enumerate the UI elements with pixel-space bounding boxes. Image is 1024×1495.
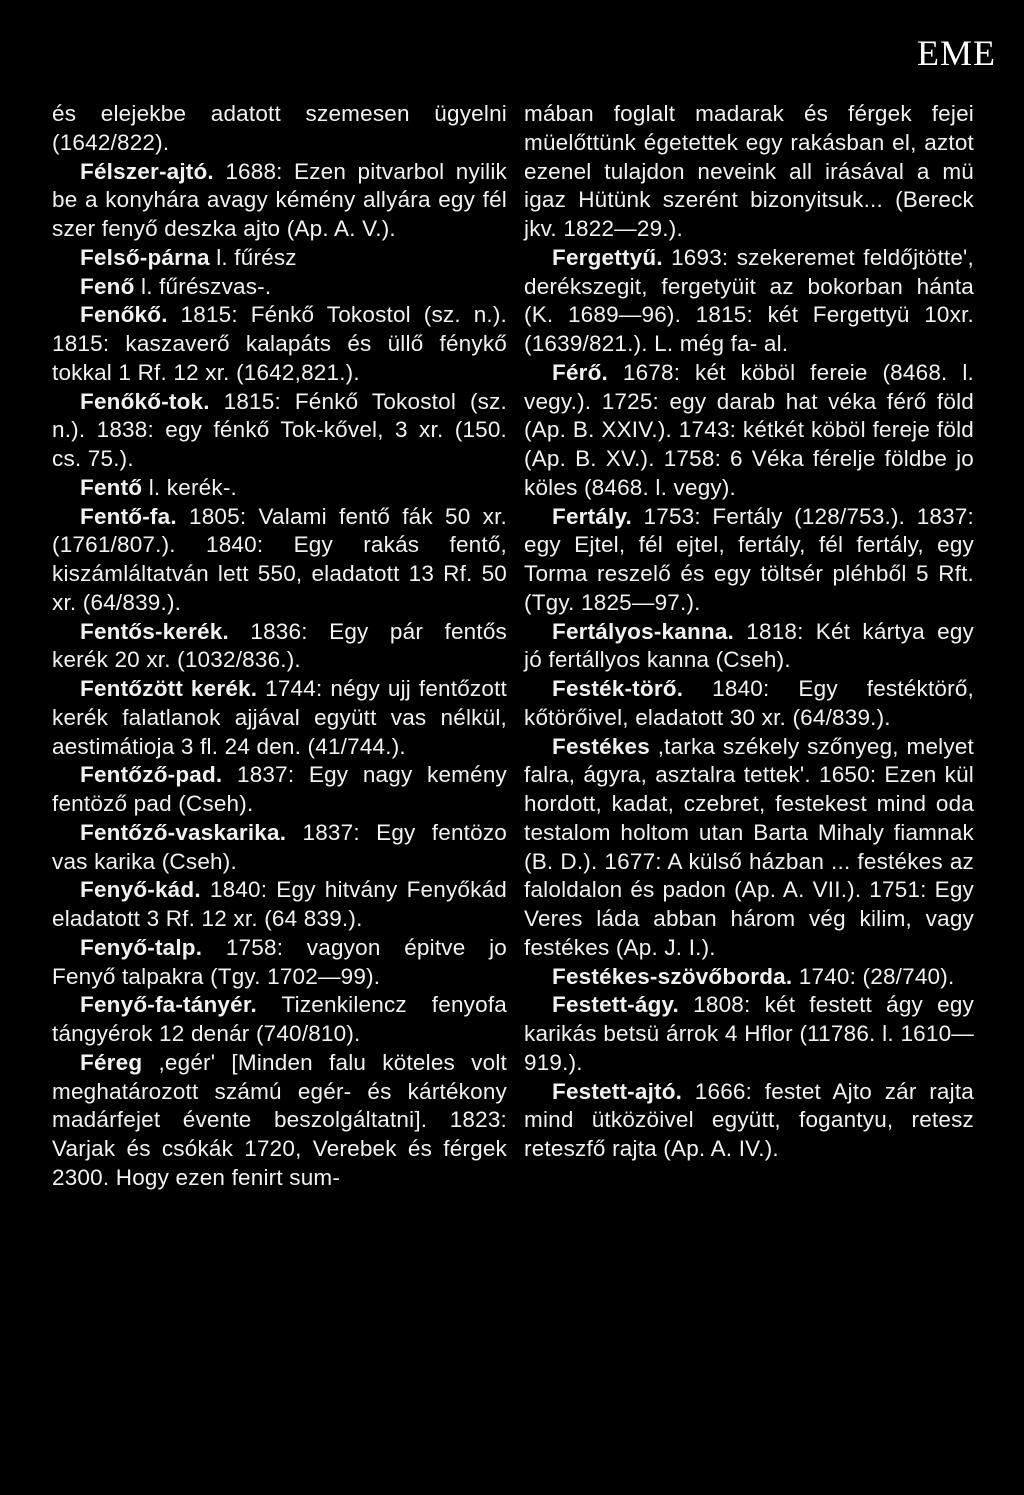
dictionary-entry bbox=[524, 244, 974, 359]
entry-text: 1837: Egy fentözo vas karika (Cseh). bbox=[52, 819, 507, 874]
entry-text: 1666: festet Ajto zár rajta mind ütközöivel együtt, fogantyu, retesz reteszfő rajta (Ap. A. IV.). bbox=[524, 1078, 975, 1161]
publisher-logo: EME bbox=[917, 33, 996, 73]
entry-text: 1753: Fertály (128/753.). 1837: egy Ejtel, fél ejtel, fertály, fél fertály, egy Torma reszelő és egy töltsér pléhből 5 Rft. (Tgy. 1825—97.). bbox=[524, 503, 974, 615]
entry-text: 1693: szekeremet feldőjtötte', derékszegit, fergetyüit az bokorban hánta (K. 1689—96). 1815: két Fergettyü 10xr. (1639/821.). L. még fa- al. bbox=[524, 244, 975, 356]
dictionary-entry bbox=[52, 761, 507, 819]
entry-headword: Festék-törő. bbox=[552, 676, 684, 701]
dictionary-entry bbox=[52, 244, 507, 273]
entry-text: Tizenkilencz fenyofa tángyérok 12 denár (740/810). bbox=[52, 992, 507, 1046]
dictionary-entry bbox=[52, 618, 507, 676]
dictionary-entry bbox=[524, 503, 974, 618]
entry-text: 1744: négy ujj fentőzott kerék falatlanok ajjával együtt vas nélkül, aestimátioja 3 fl. 24 den. (41/744.). bbox=[52, 676, 507, 759]
entry-text: és elejekbe adatott szemesen ügyelni (1642/822). bbox=[52, 101, 507, 155]
entry-headword: Fertály. bbox=[552, 503, 632, 529]
entry-text: 1808: két festett ágy egy karikás betsü árrok 4 Hflor (11786. l. 1610—919.). bbox=[524, 992, 974, 1075]
entry-text: ,egér' [Minden falu köteles volt meghatározott számú egér- és kártékony madárfejet évente beszolgáltatni]. 1823: Varjak és csókák 1720, Verebek és férgek 2300. Hogy ezen fenirt sum- bbox=[52, 1049, 507, 1190]
entry-headword: Fenő bbox=[80, 273, 135, 299]
entry-text: 1688: Ezen pitvarbol nyilik be a konyhára avagy kémény allyára egy fél szer fenyő deszka ajto (Ap. A. V.). bbox=[52, 158, 507, 241]
entry-headword: Fentős-kerék. bbox=[80, 618, 229, 644]
right-column bbox=[524, 100, 974, 1164]
entry-headword: Fenyő-kád. bbox=[80, 877, 201, 903]
entry-text: 1678: két köböl fereie (8468. l. vegy.). 1725: egy darab hat véka férő föld (Ap. B. XXIV.). 1743: kétkét köböl fereje föld (Ap. B. XV.). 1758: 6 Véka férelje földbe jo köles (8468. l. vegy). bbox=[524, 359, 974, 500]
dictionary-entry bbox=[524, 963, 974, 992]
dictionary-entry bbox=[524, 1078, 974, 1164]
dictionary-entry bbox=[52, 819, 507, 877]
entry-headword: Félszer-ajtó. bbox=[80, 158, 214, 184]
dictionary-entry bbox=[524, 359, 974, 503]
entry-text: 1836: Egy pár fentős kerék 20 xr. (1032/836.). bbox=[52, 618, 507, 673]
entry-text: l. fűrész bbox=[216, 244, 297, 270]
entry-text: 1815: Fénkő Tokostol (sz. n.). 1838: egy fénkő Tok-kővel, 3 xr. (150. cs. 75.). bbox=[52, 388, 507, 471]
dictionary-entry bbox=[524, 733, 974, 963]
dictionary-entry bbox=[52, 675, 507, 761]
dictionary-entry bbox=[52, 100, 507, 158]
entry-headword: Fentőzött kerék. bbox=[80, 676, 258, 701]
entry-headword: Fenőkő. bbox=[80, 302, 168, 328]
entry-headword: Fenyő-fa-tányér. bbox=[80, 992, 257, 1018]
entry-headword: Festékes-szövőborda. bbox=[552, 963, 793, 989]
entry-text: 1837: Egy nagy kemény fentöző pad (Cseh). bbox=[52, 762, 507, 816]
entry-headword: Fentő-fa. bbox=[80, 503, 177, 529]
entry-text: 1840: Egy festéktörő, kőtörőivel, eladatott 30 xr. (64/839.). bbox=[524, 676, 974, 730]
dictionary-entry bbox=[524, 675, 974, 733]
dictionary-entry bbox=[52, 876, 507, 934]
dictionary-entry bbox=[52, 388, 507, 474]
dictionary-entry bbox=[52, 503, 507, 618]
dictionary-entry bbox=[52, 474, 507, 503]
entry-text: 1840: Egy hitvány Fenyőkád eladatott 3 Rf. 12 xr. (64 839.). bbox=[52, 877, 507, 931]
entry-text: l. kerék-. bbox=[148, 474, 237, 500]
entry-text: 1805: Valami fentő fák 50 xr. (1761/807.). 1840: Egy rakás fentő, kiszámláltatván lett 550, eladatott 13 Rf. 50 xr. (64/839.). bbox=[52, 503, 508, 615]
entry-headword: Fenőkő-tok. bbox=[80, 388, 210, 414]
dictionary-entry bbox=[52, 1049, 507, 1193]
dictionary-entry bbox=[52, 934, 507, 992]
entry-headword: Fenyő-talp. bbox=[80, 934, 203, 960]
dictionary-entry bbox=[52, 301, 507, 387]
entry-text: ,tarka székely szőnyeg, melyet falra, ágyra, asztalra tettek'. 1650: Ezen kül hordott, kadat, czebret, festekest mind oda testalom holtom utan Barta Mihaly fiamnak (B. D.). 1677: A külső házban ... festékes az faloldalon és padon (Ap. A. VII.). 1751: Egy Veres láda abban három vég kilim, vagy festékes (Ap. J. I.). bbox=[524, 733, 974, 960]
dictionary-entry bbox=[524, 100, 974, 244]
entry-text: mában foglalt madarak és férgek fejei müelőttünk égetettek egy rakásban el, aztot ezenel tulajdon neveink all irásával a mü igaz Hütünk szerént bizonyitsuk... (Bereck jkv. 1822—29.). bbox=[524, 101, 974, 241]
entry-headword: Festett-ajtó. bbox=[552, 1078, 683, 1104]
entry-headword: Férő. bbox=[552, 359, 609, 385]
entry-headword: Fentő bbox=[80, 474, 143, 500]
entry-headword: Fentőző-pad. bbox=[80, 762, 223, 788]
entry-headword: Felső-párna bbox=[80, 244, 210, 270]
dictionary-entry bbox=[52, 273, 507, 302]
entry-text: 1818: Két kártya egy jó fertállyos kanna (Cseh). bbox=[524, 618, 974, 673]
entry-headword: Fergettyű. bbox=[552, 244, 663, 270]
entry-headword: Festett-ágy. bbox=[552, 992, 680, 1018]
dictionary-entry bbox=[52, 158, 507, 244]
dictionary-entry bbox=[524, 991, 974, 1077]
entry-text: 1758: vagyon épitve jo Fenyő talpakra (Tgy. 1702—99). bbox=[52, 934, 507, 989]
dictionary-entry bbox=[524, 618, 974, 676]
left-column bbox=[52, 100, 507, 1193]
entry-text: 1815: Fénkő Tokostol (sz. n.). 1815: kaszaverő kalapáts és üllő fénykő tokkal 1 Rf. 12 xr. (1642,821.). bbox=[52, 302, 508, 385]
entry-headword: Festékes bbox=[552, 733, 650, 759]
dictionary-entry bbox=[52, 991, 507, 1049]
entry-text: l. fűrészvas-. bbox=[141, 273, 272, 299]
entry-headword: Fentőző-vaskarika. bbox=[80, 819, 287, 845]
entry-headword: Féreg bbox=[80, 1049, 143, 1075]
entry-text: 1740: (28/740). bbox=[798, 963, 955, 989]
entry-headword: Fertályos-kanna. bbox=[552, 618, 735, 644]
